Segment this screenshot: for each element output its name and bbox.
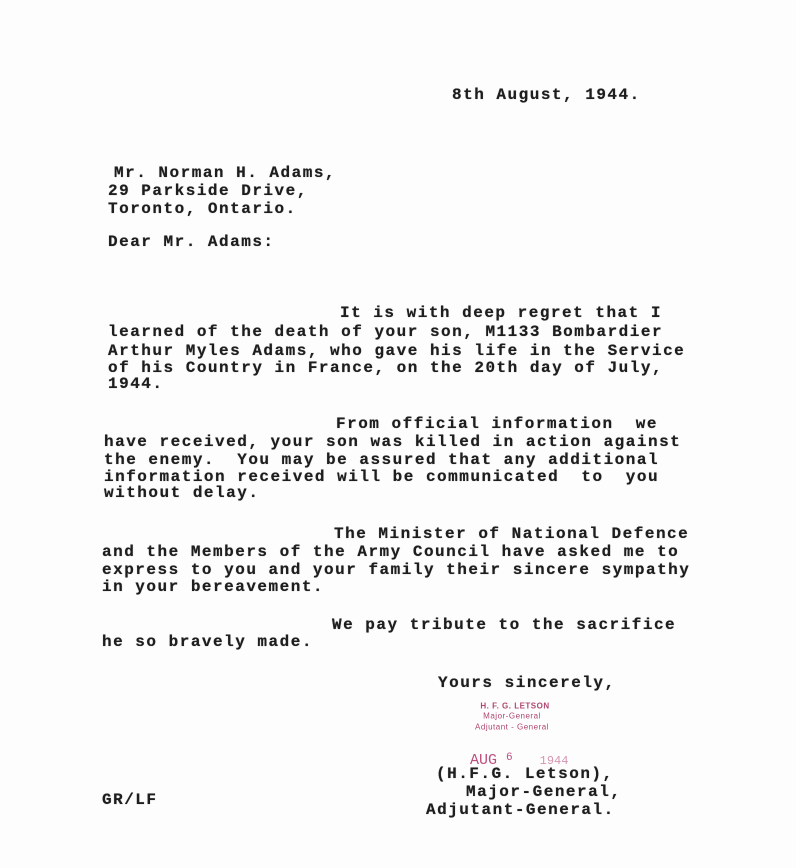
paragraph-line: It is with deep regret that I xyxy=(340,304,662,322)
signature-name: (H.F.G. Letson), xyxy=(436,765,614,783)
address-line: Toronto, Ontario. xyxy=(108,200,297,218)
paragraph-line: without delay. xyxy=(104,484,260,502)
paragraph-line: learned of the death of your son, M1133 Bombardier xyxy=(108,323,664,341)
signature-title: Adjutant-General. xyxy=(426,801,615,819)
paragraph-line: in your bereavement. xyxy=(102,578,325,596)
paragraph-line: express to you and your family their sincere sympathy xyxy=(102,561,691,579)
signature-rank: Major-General, xyxy=(466,783,622,801)
letter-date: 8th August, 1944. xyxy=(452,86,641,104)
paragraph-line: Arthur Myles Adams, who gave his life in the Service xyxy=(108,342,686,360)
date-stamp-day: 6 xyxy=(506,752,513,764)
paragraph-line: and the Members of the Army Council have asked me to xyxy=(102,543,680,561)
address-line: Mr. Norman H. Adams, xyxy=(114,164,337,182)
stamp-name: H. F. G. LETSON xyxy=(480,701,550,711)
paragraph-line: The Minister of National Defence xyxy=(334,525,690,543)
closing: Yours sincerely, xyxy=(438,674,616,692)
paragraph-line: 1944. xyxy=(108,375,164,393)
stamp-title: Adjutant - General xyxy=(475,722,549,732)
paragraph-line: From official information we xyxy=(336,415,658,433)
paragraph-line: have received, your son was killed in action against xyxy=(104,433,682,451)
date-stamp-year: 1944 xyxy=(539,754,569,768)
address-line: 29 Parkside Drive, xyxy=(108,182,308,200)
paragraph-line: of his Country in France, on the 20th day of July, xyxy=(108,359,664,377)
paragraph-line: information received will be communicated to you xyxy=(104,468,660,486)
paragraph-line: We pay tribute to the sacrifice xyxy=(332,616,677,634)
salutation: Dear Mr. Adams: xyxy=(108,233,275,251)
stamp-rank: Major-General xyxy=(483,711,541,721)
reference-initials: GR/LF xyxy=(102,791,158,809)
paragraph-line: the enemy. You may be assured that any additional xyxy=(104,451,660,469)
date-stamp-month: AUG xyxy=(470,752,498,769)
paragraph-line: he so bravely made. xyxy=(102,633,313,651)
